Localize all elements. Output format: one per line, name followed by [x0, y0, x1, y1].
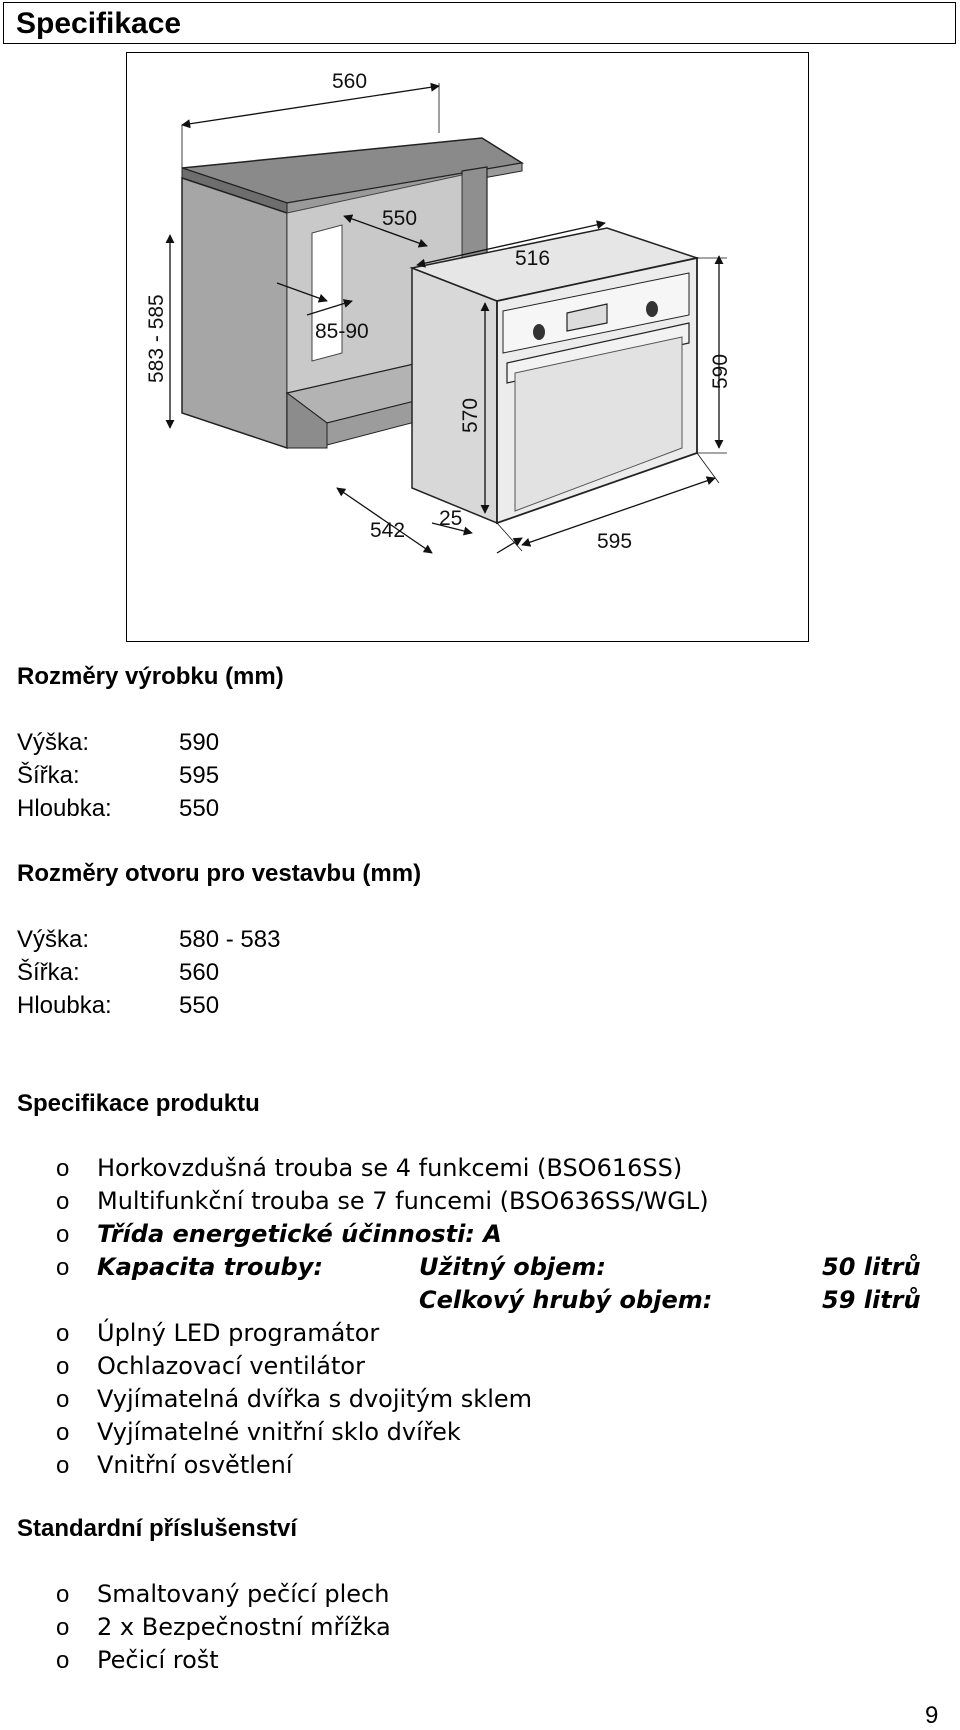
bullet: o [56, 1320, 70, 1347]
usable-volume-value: 50 litrů [822, 1253, 921, 1281]
svg-text:550: 550 [382, 207, 418, 230]
dimension-label: Hloubka: [17, 795, 112, 822]
accessories-heading: Standardní příslušenství [17, 1515, 298, 1542]
svg-text:542: 542 [370, 519, 406, 542]
bullet: o [56, 1353, 70, 1380]
bullet: o [56, 1614, 70, 1641]
list-item-text: Horkovzdušná trouba se 4 funkcemi (BSO616SS) [97, 1154, 683, 1182]
list-item-text: Vyjímatelná dvířka s dvojitým sklem [97, 1385, 532, 1413]
list-item [0, 1185, 960, 1218]
usable-volume-label: Užitný objem: [419, 1253, 607, 1281]
accessories-list [0, 1578, 960, 1677]
dimension-label: Šířka: [17, 762, 80, 789]
list-item-text: Ochlazovací ventilátor [97, 1352, 365, 1380]
list-item [0, 1611, 960, 1644]
product-spec-heading: Specifikace produktu [17, 1090, 260, 1117]
bullet: o [56, 1581, 70, 1608]
dimension-value: 550 [179, 795, 220, 822]
dimension-label: Šířka: [17, 959, 80, 986]
svg-text:25: 25 [439, 507, 463, 530]
dimension-label: Výška: [17, 729, 90, 756]
bullet: o [56, 1221, 70, 1248]
list-item-text: Multifunkční trouba se 7 funcemi (BSO636SS/WGL) [97, 1187, 709, 1215]
list-item-text: Smaltovaný pečící plech [97, 1580, 390, 1608]
list-item [0, 1644, 960, 1677]
svg-text:516: 516 [515, 247, 551, 270]
energy-class-text: Třída energetické účinnosti: A [97, 1220, 502, 1248]
list-item-text: Pečicí rošt [97, 1646, 219, 1674]
bullet: o [56, 1254, 70, 1281]
gross-volume-label: Celkový hrubý objem: [419, 1286, 713, 1314]
svg-text:583 - 585: 583 - 585 [145, 294, 168, 383]
svg-text:560: 560 [332, 70, 368, 93]
bullet: o [56, 1647, 70, 1674]
dimension-value: 580 - 583 [179, 926, 281, 953]
bullet: o [56, 1386, 70, 1413]
list-item-text: 2 x Bezpečnostní mřížka [97, 1613, 391, 1641]
list-item [0, 1317, 960, 1350]
section-header [3, 2, 956, 44]
page-title: Specifikace [16, 7, 182, 40]
list-item-text: Vyjímatelné vnitřní sklo dvířek [97, 1418, 461, 1446]
dimension-value: 595 [179, 762, 220, 789]
oven-side [412, 268, 497, 523]
page-number: 9 [925, 1702, 939, 1729]
list-item-text: Úplný LED programátor [97, 1319, 380, 1347]
gross-volume-value: 59 litrů [822, 1286, 921, 1314]
svg-text:85-90: 85-90 [315, 320, 369, 343]
bullet: o [56, 1155, 70, 1182]
opening-dimensions-heading: Rozměry otvoru pro vestavbu (mm) [17, 860, 422, 887]
bullet: o [56, 1419, 70, 1446]
dimension-value: 550 [179, 992, 220, 1019]
dimension-label: Hloubka: [17, 992, 112, 1019]
list-item [0, 1152, 960, 1185]
capacity-row [0, 1251, 960, 1284]
capacity-row [0, 1284, 960, 1317]
bullet: o [56, 1188, 70, 1215]
installation-diagram [126, 52, 809, 642]
cabinet-left-side [182, 178, 287, 448]
product-spec-list [0, 1152, 960, 1482]
dimension-label: Výška: [17, 926, 90, 953]
svg-text:590: 590 [709, 353, 732, 389]
list-item [0, 1218, 960, 1251]
bullet: o [56, 1452, 70, 1479]
dimension-value: 560 [179, 959, 220, 986]
product-dimensions-heading: Rozměry výrobku (mm) [17, 663, 284, 690]
capacity-label: Kapacita trouby: [97, 1253, 323, 1281]
diagram-svg [127, 53, 807, 640]
list-item [0, 1383, 960, 1416]
list-item [0, 1350, 960, 1383]
list-item [0, 1416, 960, 1449]
list-item [0, 1578, 960, 1611]
list-item-text: Vnitřní osvětlení [97, 1451, 293, 1479]
list-item [0, 1449, 960, 1482]
svg-text:570: 570 [459, 397, 482, 433]
dimension-value: 590 [179, 729, 220, 756]
svg-text:595: 595 [597, 530, 633, 553]
